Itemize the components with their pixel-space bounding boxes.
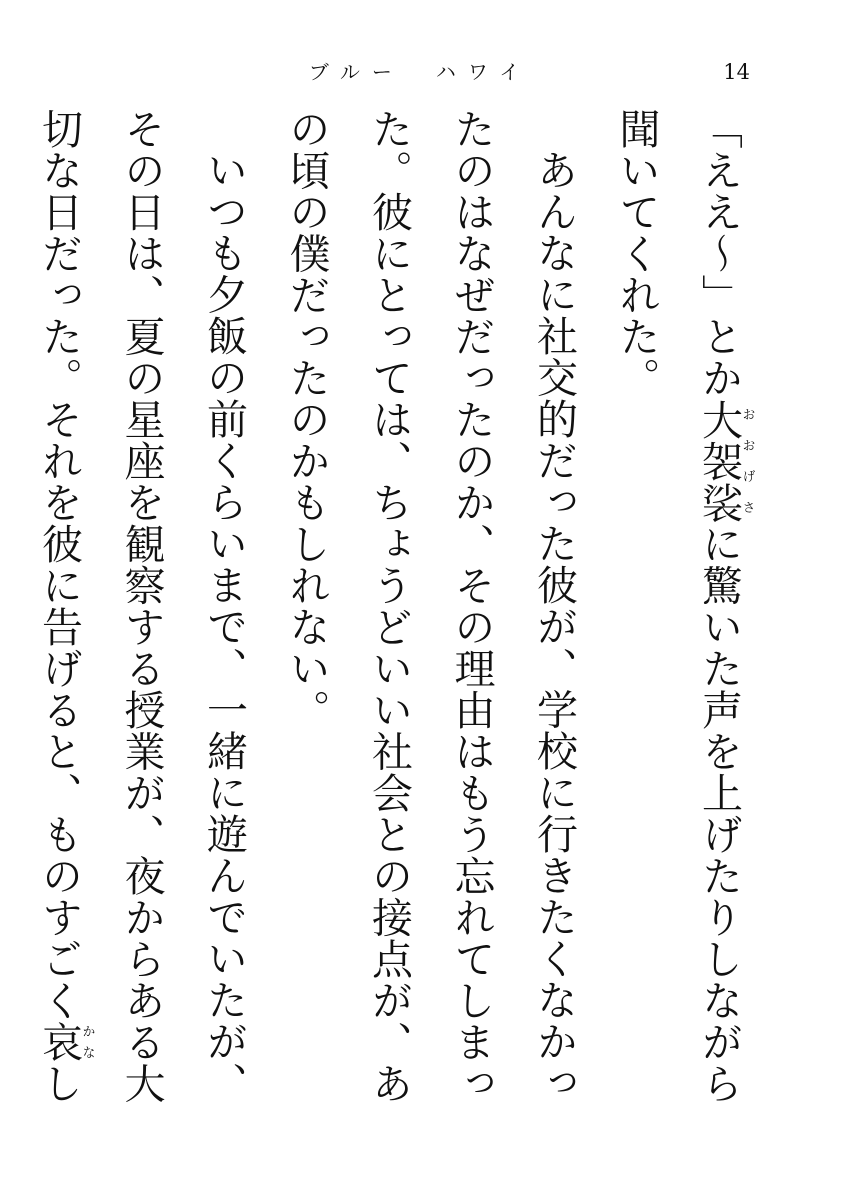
paragraph-3 (0, 108, 265, 1108)
ruby-base: 大袈裟 (695, 398, 743, 523)
ruby-oogesa (695, 398, 755, 524)
paragraph-3-text-start: いつも夕飯の前くらいまで、一緒に遊んでいたが、その日は、夏の星座を観察する授業が、夜からある大切な日だった。それを彼に告げると、ものすごく (35, 108, 248, 1104)
ruby-kana (35, 1021, 95, 1063)
body-text (35, 108, 760, 1108)
running-title: ブルー ハワイ (308, 60, 532, 84)
ruby-reading: おおげさ (739, 398, 755, 523)
ruby-base: 哀 (35, 1021, 83, 1063)
paragraph-2: あんなに社交的だった彼が、学校に行きたくなかったのはなぜだったのか、その理由はもう忘れてしまった。彼にとっては、ちょうどいい社会との接点が、あの頃の僕だったのかもしれない。 (282, 108, 578, 1104)
paragraph-1-text-start: 「ええ～」とか (695, 108, 743, 399)
paragraph-1-text-end: に驚いた声を上げたりしながら聞いてくれた。 (612, 108, 743, 1104)
paragraph-3-text-end: し (35, 1062, 83, 1104)
page-number: 14 (723, 60, 750, 84)
ruby-reading: かな (79, 1021, 95, 1063)
paragraph-1 (595, 108, 760, 1108)
